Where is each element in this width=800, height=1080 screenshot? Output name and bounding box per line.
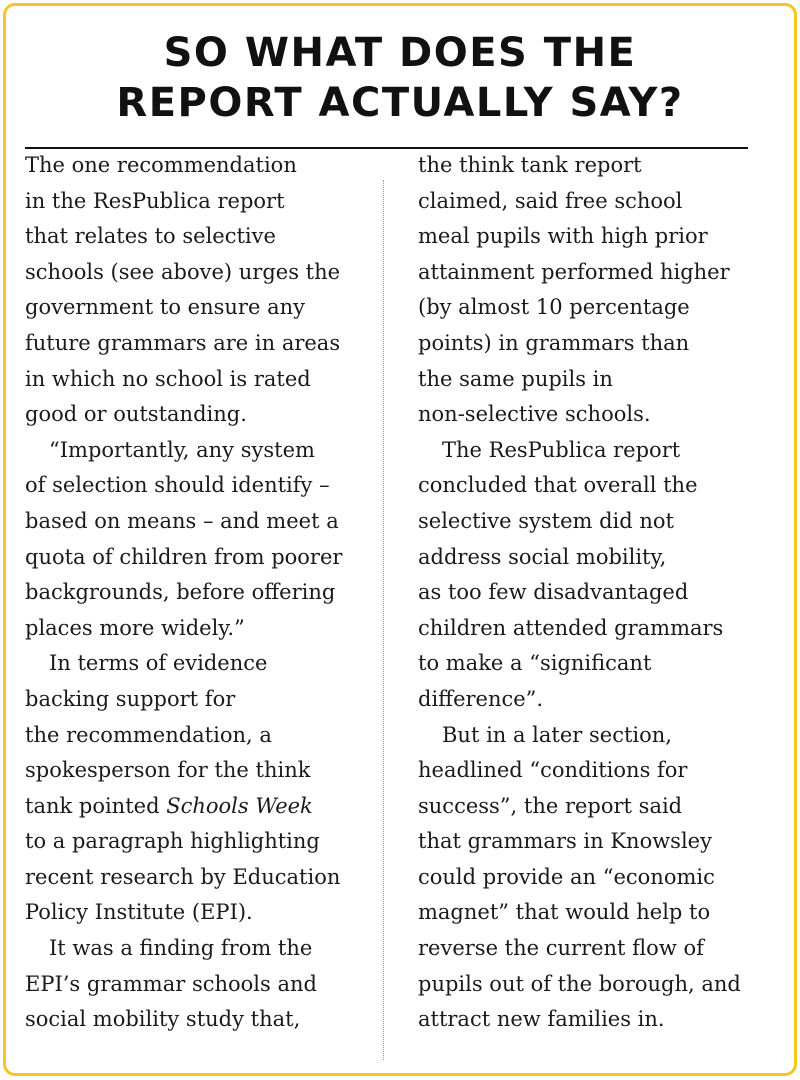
text-line: address social mobility, xyxy=(418,544,667,569)
text-line: attainment performed higher xyxy=(418,259,730,284)
text-line: in the ResPublica report xyxy=(25,188,285,213)
text-line: backing support for xyxy=(25,686,236,711)
text-line: The one recommendation xyxy=(25,153,297,177)
text-line: Policy Institute (EPI). xyxy=(25,900,253,925)
text-line: meal pupils with high prior xyxy=(418,224,708,249)
text-line: The ResPublica report xyxy=(442,437,681,462)
text-line: to a paragraph highlighting xyxy=(25,829,320,854)
text-line: places more widely.” xyxy=(25,615,245,640)
text-line: recent research by Education xyxy=(25,864,341,889)
text-line: government to ensure any xyxy=(25,295,305,320)
text-line: EPI’s grammar schools and xyxy=(25,971,317,996)
text-line: In terms of evidence xyxy=(49,651,268,676)
text-line: to make a “significant xyxy=(418,651,652,676)
text-line: selective system did not xyxy=(418,508,674,533)
text-line: good or outstanding. xyxy=(25,402,247,427)
text-line: quota of children from poorer xyxy=(25,544,343,569)
text-line: the think tank report xyxy=(418,153,642,177)
headline-line-1: SO WHAT DOES THE xyxy=(163,30,637,76)
text-line: concluded that overall the xyxy=(418,473,698,498)
text-line: schools (see above) urges the xyxy=(25,259,341,284)
text-line: spokesperson for the think xyxy=(25,758,311,783)
column-divider xyxy=(383,180,384,1060)
text-line: points) in grammars than xyxy=(418,330,690,355)
text-line: could provide an “economic xyxy=(418,864,715,889)
text-line: the same pupils in xyxy=(418,366,613,391)
text-line: pupils out of the borough, and xyxy=(418,971,741,996)
publication-name: Schools Week xyxy=(166,793,313,818)
text-line: difference”. xyxy=(418,686,544,711)
text-line: magnet” that would help to xyxy=(418,900,711,925)
text-line xyxy=(25,789,375,825)
text-line: as too few disadvantaged xyxy=(418,580,689,605)
text-line: attract new families in. xyxy=(418,1007,665,1032)
text-line: children attended grammars xyxy=(418,615,724,640)
text-line: “Importantly, any system xyxy=(49,437,315,462)
text-line: that grammars in Knowsley xyxy=(418,829,712,854)
text-line: social mobility study that, xyxy=(25,1007,301,1032)
text-line: the recommendation, a xyxy=(25,722,272,747)
text-line: reverse the current flow of xyxy=(418,936,704,961)
headline-line-2: REPORT ACTUALLY SAY? xyxy=(116,80,684,126)
text-line: It was a finding from the xyxy=(49,936,313,961)
text-line: non-selective schools. xyxy=(418,402,651,427)
text-line: (by almost 10 percentage xyxy=(418,295,690,320)
text-line: backgrounds, before offering xyxy=(25,580,336,605)
text-fragment: tank pointed xyxy=(25,793,167,818)
text-line: in which no school is rated xyxy=(25,366,311,391)
text-line: that relates to selective xyxy=(25,224,276,249)
text-line: based on means – and meet a xyxy=(25,508,339,533)
text-line: future grammars are in areas xyxy=(25,330,341,355)
left-column xyxy=(25,148,375,1038)
text-line: But in a later section, xyxy=(442,722,672,747)
text-line: of selection should identify – xyxy=(25,473,330,498)
text-line: success”, the report said xyxy=(418,793,683,818)
text-line: headlined “conditions for xyxy=(418,758,688,783)
right-column xyxy=(418,148,783,1038)
text-line: claimed, said free school xyxy=(418,188,683,213)
headline xyxy=(0,28,800,128)
